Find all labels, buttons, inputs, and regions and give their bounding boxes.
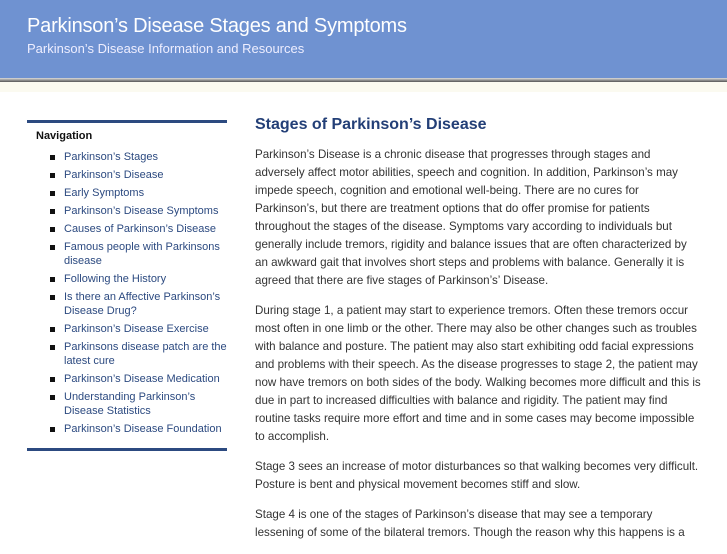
nav-link[interactable]: Parkinson’s Disease Foundation [50,422,227,436]
nav-link[interactable]: Early Symptoms [50,186,227,200]
article-paragraph: Stage 4 is one of the stages of Parkinson’s disease that may see a temporary lessening of some of the bilateral tremors. Though the reason why this happens is a [255,508,685,539]
nav-link[interactable]: Following the History [50,272,227,286]
main-content [255,116,702,554]
header-shadow [0,82,727,92]
nav-link[interactable]: Causes of Parkinson’s Disease [50,222,227,236]
nav-link[interactable]: Is there an Affective Parkinson’s Disease Drug? [50,290,227,318]
navigation-heading: Navigation [36,130,93,142]
article-body [255,146,702,542]
site-title[interactable]: Parkinson’s Disease Stages and Symptoms [27,15,407,37]
nav-link[interactable]: Parkinson’s Disease Symptoms [50,204,227,218]
navigation-list [27,150,227,436]
nav-link[interactable]: Parkinson’s Disease Medication [50,372,227,386]
nav-link[interactable]: Understanding Parkinson’s Disease Statistics [50,390,227,418]
site-header [0,0,727,78]
article-title: Stages of Parkinson’s Disease [255,116,487,133]
nav-link[interactable]: Parkinson’s Disease [50,168,227,182]
nav-link[interactable]: Parkinson’s Disease Exercise [50,322,227,336]
nav-link[interactable]: Parkinsons disease patch are the latest cure [50,340,227,368]
navigation-sidebar [27,120,227,451]
nav-link[interactable]: Famous people with Parkinsons disease [50,240,227,268]
nav-link[interactable]: Parkinson’s Stages [50,150,227,164]
site-subtitle: Parkinson’s Disease Information and Resources [27,41,305,56]
article-paragraph: During stage 1, a patient may start to experience tremors. Often these tremors occur most often in one limb or the other. There may also be other changes such as troubles with balance and posture. The patient may also start exhibiting odd facial expressions and problems with their speech. As the disease progresses to stage 2, the patient may now have tremors on both sides of the body. Walking becomes more difficult and this is due in part to increased difficulties with balance and rigidity. The patient may find routine tasks require more effort and time and in some cases may become impossible to accomplish. [255,304,701,443]
article-paragraph: Parkinson’s Disease is a chronic disease that progresses through stages and adversely affect motor abilities, speech and cognition. In addition, Parkinson’s may impede speech, cognition and emotional well-being. There are no cures for Parkinson’s, but there are treatment options that do offer promise for patients throughout the stages of the disease. Symptoms vary according to individuals but generally include tremors, rigidity and balance issues that are often characterized by an awkward gait that involves short steps and problems with balance. Generally it is agreed that there are five stages of Parkinson’s’ Disease. [255,148,687,287]
article-paragraph: Stage 3 sees an increase of motor disturbances so that walking becomes very difficult. Posture is bent and physical movement becomes stiff and slow. [255,460,699,491]
